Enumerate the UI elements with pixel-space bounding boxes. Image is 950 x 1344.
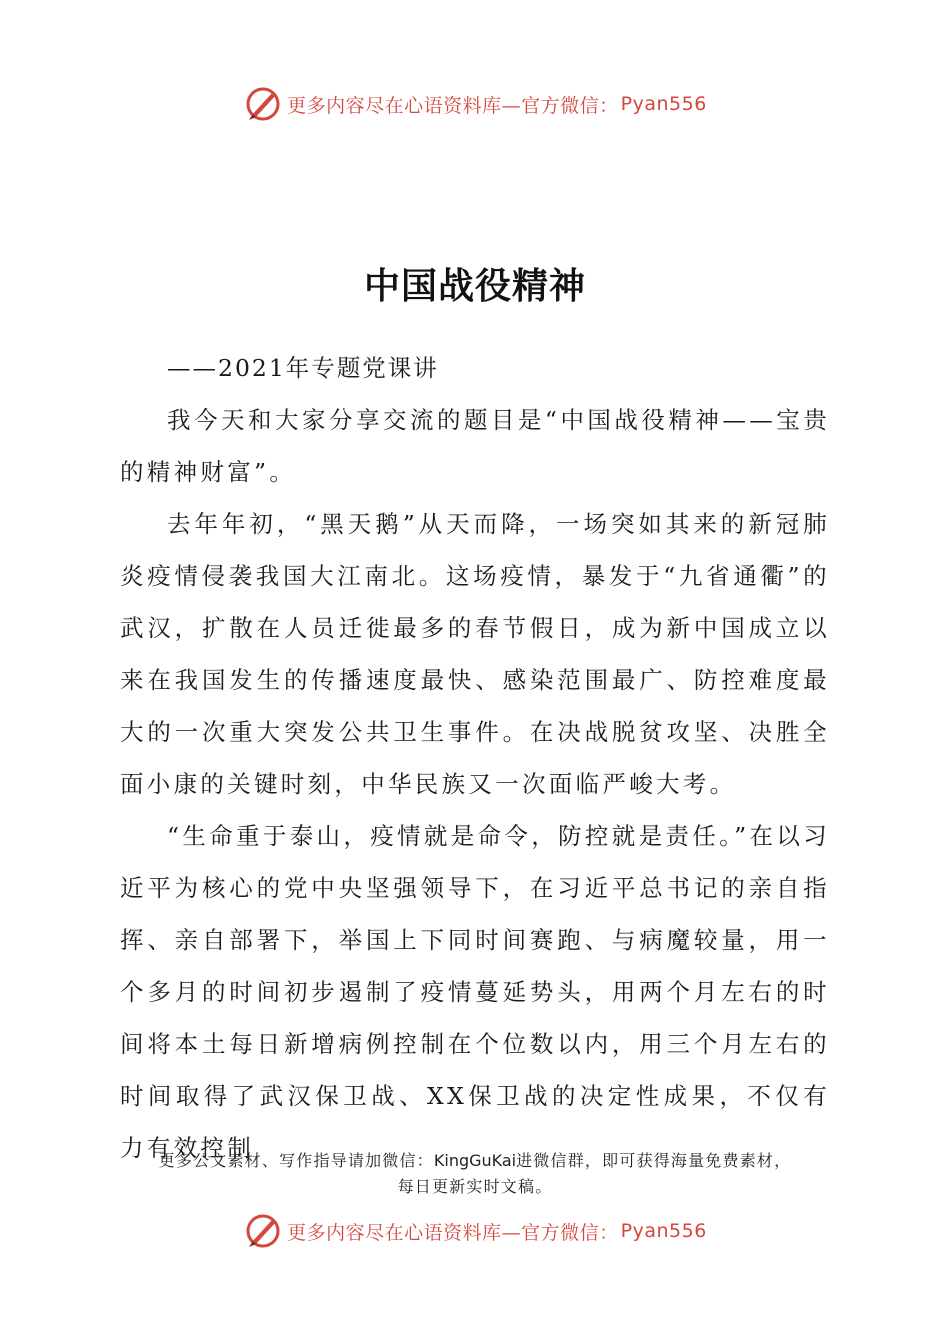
document-subtitle: ——2021年专题党课讲	[167, 354, 439, 382]
document-title: 中国战役精神	[363, 266, 586, 307]
footer-note	[0, 1148, 950, 1200]
paragraph-2: 去年年初，“黑天鹅”从天而降，一场突如其来的新冠肺炎疫情侵袭我国大江南北。这场疫情，暴发于“九省通衢”的武汉，扩散在人员迁徙最多的春节假日，成为新中国成立以来在我国发生的传播速度最快、感染范围最广、防控难度最大的一次重大突发公共卫生事件。在决战脱贫攻坚、决胜全面小康的关键时刻，中华民族又一次面临严峻大考。	[120, 510, 830, 798]
watermark-text: 更多内容尽在心语资料库—官方微信：	[287, 1221, 619, 1244]
watermark-handle: Pyan556	[620, 93, 707, 115]
paragraph-3: “生命重于泰山，疫情就是命令，防控就是责任。”在以习近平为核心的党中央坚强领导下，在习近平总书记的亲自指挥、亲自部署下，举国上下同时间赛跑、与病魔较量，用一个多月的时间初步遏制了疫情蔓延势头，用两个月左右的时间将本土每日新增病例控制在个位数以内，用三个月左右的时间取得了武汉保卫战、XX保卫战的决定性成果，不仅有力有效控制	[120, 822, 830, 1162]
watermark-footer	[0, 1209, 950, 1253]
watermark-handle: Pyan556	[620, 1220, 707, 1242]
footer-suffix: 进微信群，即可获得海量免费素材，	[516, 1151, 792, 1170]
footer-line-1	[0, 1148, 950, 1174]
quill-logo-icon	[243, 84, 283, 124]
footer-wechat-id: KingGuKai	[433, 1151, 517, 1170]
footer-prefix: 更多公文素材、写作指导请加微信：	[158, 1151, 434, 1170]
footer-line-2: 每日更新实时文稿。	[397, 1177, 553, 1196]
quill-logo-icon	[243, 1211, 283, 1251]
paragraph-1: 我今天和大家分享交流的题目是“中国战役精神——宝贵的精神财富”。	[120, 406, 830, 486]
watermark-text: 更多内容尽在心语资料库—官方微信：	[287, 94, 619, 117]
document-body	[120, 342, 830, 1174]
watermark-header	[0, 82, 950, 126]
